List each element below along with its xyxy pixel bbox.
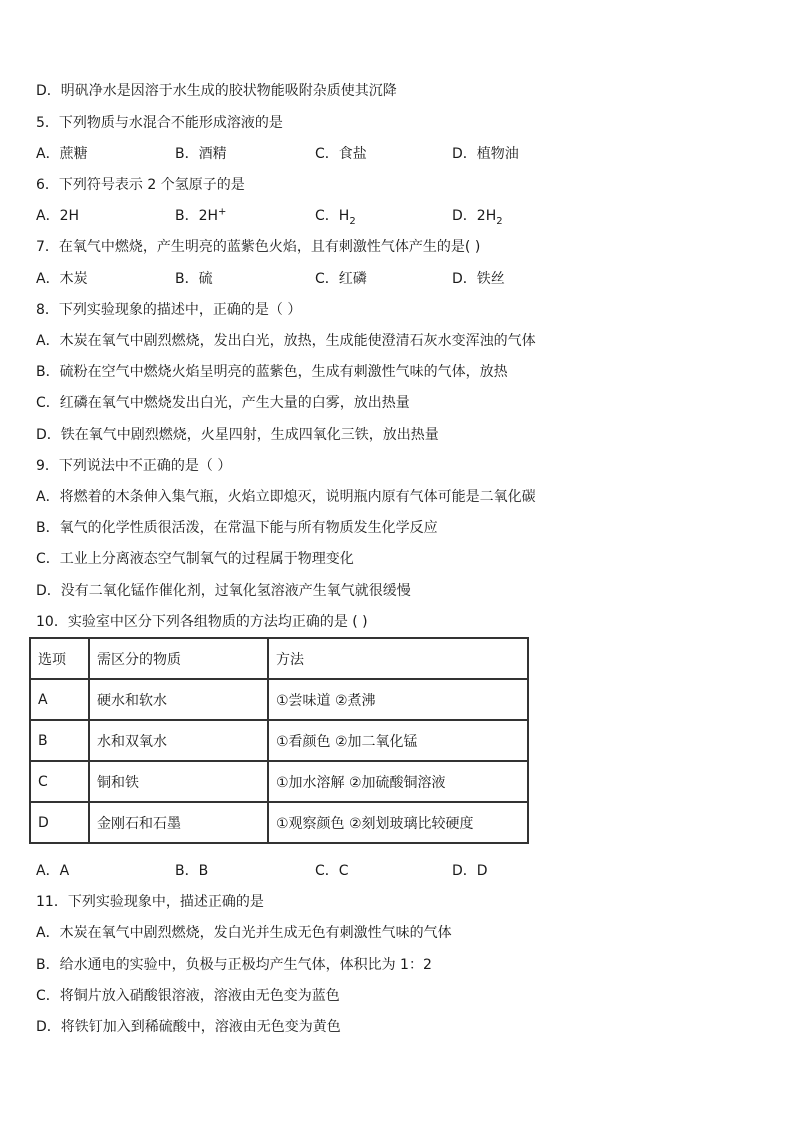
- q10-stem: 10．实验室中区分下列各组物质的方法均正确的是 ( ): [36, 614, 368, 630]
- table-cell-option: B: [30, 720, 89, 761]
- q6-option-d-subscript: 2: [496, 215, 503, 227]
- q7-options: [36, 270, 676, 288]
- table-cell-method: ①加水溶解 ②加硫酸铜溶液: [268, 761, 528, 802]
- table-cell-method: ①观察颜色 ②刻划玻璃比较硬度: [268, 802, 528, 843]
- q11-option-d: D．将铁钉加入到稀硫酸中，溶液由无色变为黄色: [36, 1019, 341, 1035]
- table-cell-option: C: [30, 761, 89, 802]
- table-cell-option: D: [30, 802, 89, 843]
- q9-option-b: B．氧气的化学性质很活泼，在常温下能与所有物质发生化学反应: [36, 520, 438, 536]
- table-header-option: 选项: [30, 638, 89, 679]
- table-header-substances: 需区分的物质: [89, 638, 268, 679]
- q5-stem: 5．下列物质与水混合不能形成溶液的是: [36, 115, 283, 131]
- table-header-method: 方法: [268, 638, 528, 679]
- table-cell-option: A: [30, 679, 89, 720]
- q8-option-d: D．铁在氧气中剧烈燃烧，火星四射，生成四氧化三铁，放出热量: [36, 427, 439, 443]
- table-cell-substances: 硬水和软水: [89, 679, 268, 720]
- table-cell-substances: 金刚石和石墨: [89, 802, 268, 843]
- q6-stem: 6．下列符号表示 2 个氢原子的是: [36, 177, 245, 193]
- q8-stem: 8．下列实验现象的描述中，正确的是（ ）: [36, 302, 302, 318]
- q5-option-c: C．食盐: [315, 146, 367, 162]
- q10-options: [36, 862, 676, 880]
- q4-option-d: D．明矾净水是因溶于水生成的胶状物能吸附杂质使其沉降: [36, 83, 397, 99]
- q6-option-d: [452, 207, 503, 225]
- q6-option-b-formula: 2H: [198, 208, 219, 224]
- q6-option-b-label: B．: [175, 208, 199, 224]
- q6-option-c: [315, 207, 356, 225]
- q7-option-a: A．木炭: [36, 271, 88, 287]
- q6-option-c-subscript: 2: [349, 215, 356, 227]
- q7-option-d: D．铁丝: [452, 271, 505, 287]
- q5-option-a: A．蔗糖: [36, 146, 88, 162]
- q6-options: [36, 207, 676, 225]
- q7-option-c: C．红磷: [315, 271, 367, 287]
- q6-option-c-label: C．: [315, 208, 339, 224]
- q6-option-c-formula: H: [338, 208, 350, 224]
- q9-option-d: D．没有二氧化锰作催化剂，过氧化氢溶液产生氧气就很缓慢: [36, 583, 411, 599]
- q5-option-d: D．植物油: [452, 146, 519, 162]
- q10-option-c: C．C: [315, 863, 349, 879]
- q10-option-b: B．B: [175, 863, 209, 879]
- q5-options: [36, 145, 676, 163]
- table-cell-method: ①看颜色 ②加二氧化锰: [268, 720, 528, 761]
- q6-option-d-label: D．: [452, 208, 477, 224]
- q11-stem: 11．下列实验现象中，描述正确的是: [36, 894, 264, 910]
- q7-stem: 7．在氧气中燃烧，产生明亮的蓝紫色火焰，且有刺激性气体产生的是( ): [36, 239, 481, 255]
- q11-option-b: B．给水通电的实验中，负极与正极均产生气体，体积比为 1：2: [36, 957, 432, 973]
- q11-option-a: A．木炭在氧气中剧烈燃烧，发白光并生成无色有刺激性气味的气体: [36, 925, 452, 941]
- q7-option-b: B．硫: [175, 271, 213, 287]
- q8-option-a: A．木炭在氧气中剧烈燃烧，发出白光，放热，生成能使澄清石灰水变浑浊的气体: [36, 333, 536, 349]
- q9-option-c: C．工业上分离液态空气制氧气的过程属于物理变化: [36, 551, 354, 567]
- q8-option-c: C．红磷在氧气中燃烧发出白光，产生大量的白雾，放出热量: [36, 395, 410, 411]
- q8-option-b: B．硫粉在空气中燃烧火焰呈明亮的蓝紫色，生成有刺激性气味的气体，放热: [36, 364, 508, 380]
- q6-option-b-charge: +: [218, 206, 227, 218]
- q5-option-b: B．酒精: [175, 146, 227, 162]
- table-cell-substances: 铜和铁: [89, 761, 268, 802]
- table-cell-substances: 水和双氧水: [89, 720, 268, 761]
- table-row: [30, 761, 528, 802]
- q10-table: [29, 637, 529, 844]
- q9-option-a: A．将燃着的木条伸入集气瓶，火焰立即熄灭，说明瓶内原有气体可能是二氧化碳: [36, 489, 536, 505]
- q9-stem: 9．下列说法中不正确的是（ ）: [36, 458, 232, 474]
- q6-option-a-label: A．: [36, 208, 60, 224]
- q6-option-a-formula: 2H: [59, 208, 80, 224]
- q6-option-d-formula: 2H: [476, 208, 497, 224]
- table-row: [30, 802, 528, 843]
- table-header-row: [30, 638, 528, 679]
- q6-option-b: [175, 207, 226, 225]
- table-cell-method: ①尝味道 ②煮沸: [268, 679, 528, 720]
- q10-option-d: D．D: [452, 863, 488, 879]
- table-row: [30, 679, 528, 720]
- q10-option-a: A．A: [36, 863, 70, 879]
- q6-option-a: [36, 207, 79, 225]
- q11-option-c: C．将铜片放入硝酸银溶液，溶液由无色变为蓝色: [36, 988, 340, 1004]
- table-row: [30, 720, 528, 761]
